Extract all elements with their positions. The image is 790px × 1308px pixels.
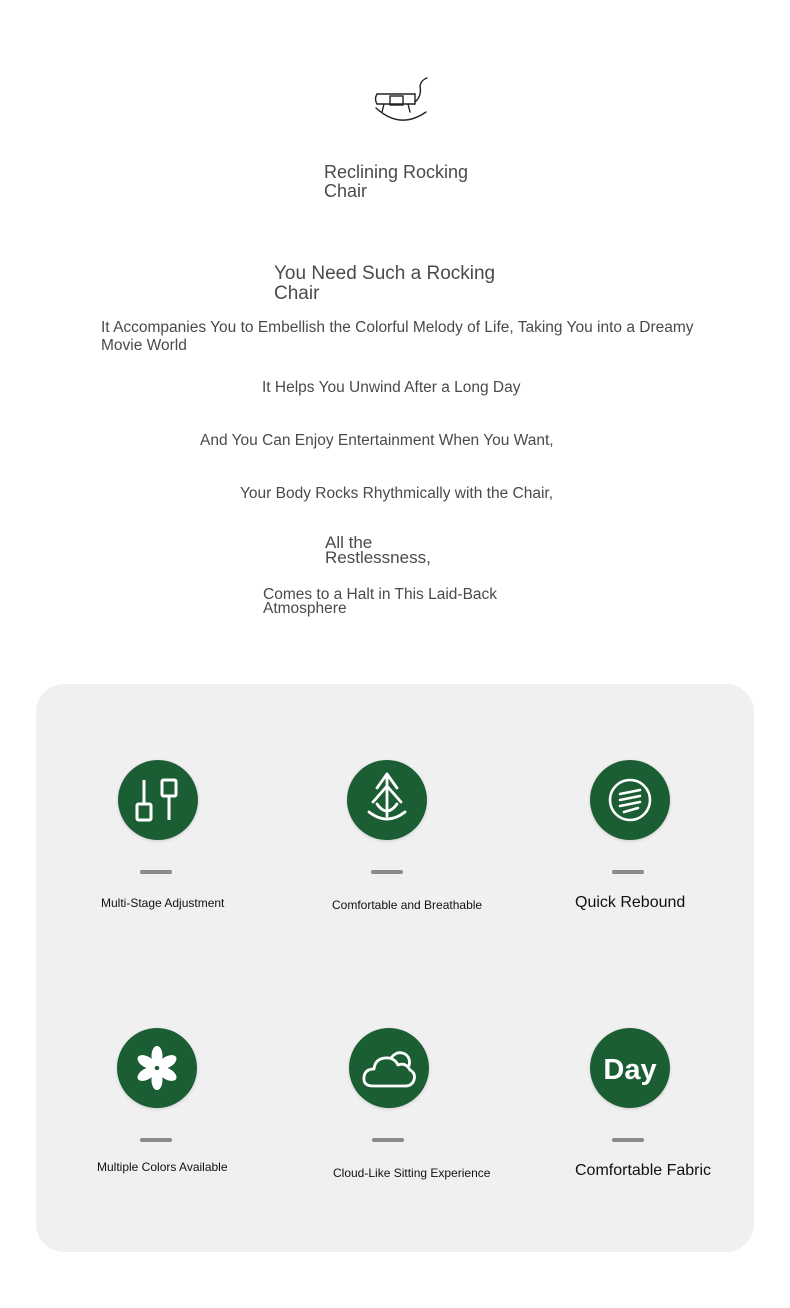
adjustment-sliders-icon [118,760,198,840]
intro-paragraph: Your Body Rocks Rhythmically with the Chair, [240,485,554,502]
day-fabric-icon [590,1028,670,1108]
feature-label: Multi-Stage Adjustment [101,896,225,910]
intro-paragraph: It Accompanies You to Embellish the Colorful Melody of Life, Taking You into a Dreamy Movie World [101,319,694,354]
intro-paragraph: And You Can Enjoy Entertainment When You Want, [200,432,554,449]
divider [140,870,172,874]
flower-icon [117,1028,197,1108]
feature-label: Cloud-Like Sitting Experience [333,1166,491,1180]
divider [612,1138,644,1142]
divider [140,1138,172,1142]
breathable-tree-icon [347,760,427,840]
cloud-icon [349,1028,429,1108]
feature-label: Comfortable Fabric [575,1162,712,1179]
divider [371,870,403,874]
intro-headline: You Need Such a Rocking Chair [274,263,496,304]
day-icon-text: Day [603,1054,657,1086]
intro-paragraph: It Helps You Unwind After a Long Day [262,379,521,396]
intro-paragraph: All the Restlessness, [325,533,431,568]
divider [372,1138,404,1142]
intro-paragraph: Comes to a Halt in This Laid-Back Atmosphere [263,586,498,618]
feature-label: Quick Rebound [575,894,686,911]
product-title: Reclining Rocking Chair [324,162,469,201]
feature-label: Comfortable and Breathable [332,898,483,912]
rocking-chair-icon [370,74,432,124]
divider [612,870,644,874]
rebound-spring-icon [590,760,670,840]
feature-label: Multiple Colors Available [97,1160,228,1174]
